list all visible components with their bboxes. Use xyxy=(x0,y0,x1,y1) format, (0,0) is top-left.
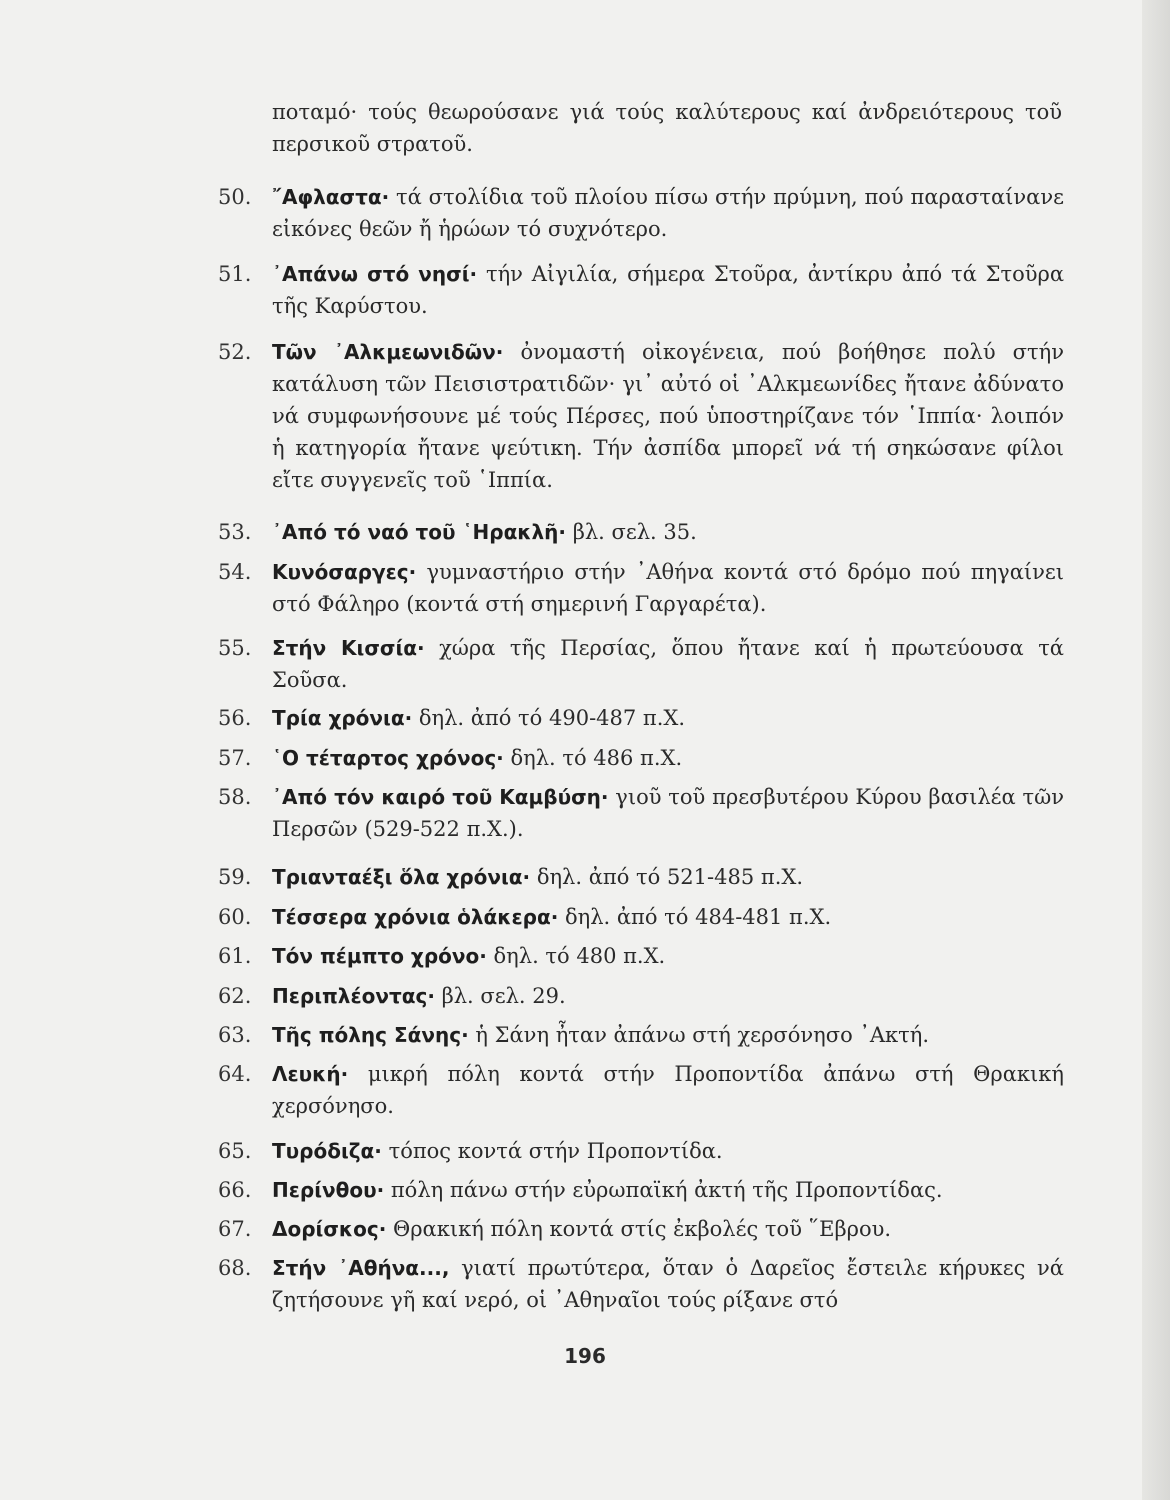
note-term: Περίνθου· xyxy=(272,1178,385,1202)
note-number: 54. xyxy=(218,560,252,584)
note-62 xyxy=(218,980,1064,1012)
page-number: 196 xyxy=(564,1344,606,1368)
note-term: Τυρόδιζα· xyxy=(272,1139,382,1163)
note-number: 66. xyxy=(218,1178,252,1202)
note-text: βλ. σελ. 35. xyxy=(572,520,697,544)
note-text: δηλ. τό 480 π.Χ. xyxy=(493,944,666,968)
note-text: δηλ. ἀπό τό 521-485 π.Χ. xyxy=(536,865,803,889)
note-number: 60. xyxy=(218,905,252,929)
note-number: 62. xyxy=(218,984,252,1008)
note-number: 55. xyxy=(218,636,252,660)
note-number: 68. xyxy=(218,1256,252,1280)
note-68 xyxy=(218,1252,1064,1316)
note-term: Τέσσερα χρόνια ὁλάκερα· xyxy=(272,905,559,929)
note-55 xyxy=(218,632,1064,696)
note-text: γιατί πρωτύτερα, ὅταν ὁ Δαρεῖος ἔστειλε κήρυκες νά ζητήσουνε γῆ καί νερό, οἱ ᾿Αθηναῖοι τούς ρίξανε στό xyxy=(272,1256,1064,1312)
note-text: τά στολίδια τοῦ πλοίου πίσω στήν πρύμνη, πού παρασταίνανε εἰκόνες θεῶν ἤ ἡρώων τό συχνότερο. xyxy=(272,185,1064,241)
note-number: 52. xyxy=(218,340,252,364)
note-term: Κυνόσαργες· xyxy=(272,560,417,584)
note-term: ῎Αφλαστα· xyxy=(272,185,390,209)
note-text: ἡ Σάνη ἦταν ἀπάνω στή χερσόνησο ᾿Ακτή. xyxy=(475,1023,930,1047)
note-65 xyxy=(218,1135,1064,1167)
note-term: Στήν ᾿Αθήνα..., xyxy=(272,1256,450,1280)
note-56 xyxy=(218,702,1064,734)
note-term: ῾Ο τέταρτος χρόνος· xyxy=(272,746,504,770)
note-54 xyxy=(218,556,1064,620)
note-term: Τριανταέξι ὅλα χρόνια· xyxy=(272,865,531,889)
note-number: 61. xyxy=(218,944,252,968)
note-term: Τόν πέμπτο χρόνο· xyxy=(272,944,487,968)
note-63 xyxy=(218,1019,1064,1051)
note-term: Περιπλέοντας· xyxy=(272,984,435,1008)
note-67 xyxy=(218,1213,1064,1245)
note-text: μικρή πόλη κοντά στήν Προποντίδα ἀπάνω στή Θρακική χερσόνησο. xyxy=(272,1062,1064,1118)
note-text: πόλη πάνω στήν εὐρωπαϊκή ἀκτή τῆς Προποντίδας. xyxy=(390,1178,943,1202)
note-59 xyxy=(218,861,1064,893)
note-text: δηλ. τό 486 π.Χ. xyxy=(510,746,683,770)
note-58 xyxy=(218,781,1064,845)
continuation-text: ποταμό· τούς θεωρούσανε γιά τούς καλύτερους καί ἀνδρειότερους τοῦ περσικοῦ στρατοῦ. xyxy=(272,100,1062,156)
note-term: Τῶν ᾿Αλκμεωνιδῶν· xyxy=(272,340,504,364)
note-number: 65. xyxy=(218,1139,252,1163)
note-number: 64. xyxy=(218,1062,252,1086)
note-number: 59. xyxy=(218,865,252,889)
note-text: δηλ. ἀπό τό 490-487 π.Χ. xyxy=(418,706,686,730)
note-number: 51. xyxy=(218,262,252,286)
note-text: χώρα τῆς Περσίας, ὅπου ἤτανε καί ἡ πρωτεύουσα τά Σοῦσα. xyxy=(272,636,1064,692)
note-term: ᾿Από τόν καιρό τοῦ Καμβύση· xyxy=(272,785,609,809)
note-term: Τῆς πόλης Σάνης· xyxy=(272,1023,469,1047)
note-number: 50. xyxy=(218,185,252,209)
note-51 xyxy=(218,258,1064,322)
note-term: Λευκή· xyxy=(272,1062,349,1086)
note-number: 67. xyxy=(218,1217,252,1241)
note-term: ᾿Απάνω στό νησί· xyxy=(272,262,478,286)
note-text: ὀνομαστή οἰκογένεια, πού βοήθησε πολύ στήν κατάλυση τῶν Πεισιστρατιδῶν· γι᾿ αὐτό οἱ ᾿Αλκμεωνίδες ἤτανε ἀδύνατο νά συμφωνήσουνε μέ τούς Πέρσες, πού ὑποστηρίζανε τόν ῾Ιππία· λοιπόν ἡ κατηγορία ἤτανε ψεύτικη. Τήν ἀσπίδα μπορεῖ νά τή σηκώσανε φίλοι εἴτε συγγενεῖς τοῦ ῾Ιππία. xyxy=(272,340,1064,492)
note-term: ᾿Από τό ναό τοῦ ῾Ηρακλῆ· xyxy=(272,520,567,544)
note-number: 57. xyxy=(218,746,252,770)
note-number: 56. xyxy=(218,706,252,730)
note-term: Δορίσκος· xyxy=(272,1217,387,1241)
note-term: Τρία χρόνια· xyxy=(272,706,413,730)
note-text: γιοῦ τοῦ πρεσβυτέρου Κύρου βασιλέα τῶν Περσῶν (529-522 π.Χ.). xyxy=(272,785,1064,841)
note-text: βλ. σελ. 29. xyxy=(441,984,566,1008)
note-50 xyxy=(218,181,1064,245)
note-60 xyxy=(218,901,1064,933)
note-57 xyxy=(218,742,1064,774)
note-number: 63. xyxy=(218,1023,252,1047)
note-text: γυμναστήριο στήν ᾿Αθήνα κοντά στό δρόμο πού πηγαίνει στό Φάληρο (κοντά στή σημερινή Γαργαρέτα). xyxy=(272,560,1064,616)
note-term: Στήν Κισσία· xyxy=(272,636,425,660)
note-52 xyxy=(218,336,1064,496)
note-text: τόπος κοντά στήν Προποντίδα. xyxy=(388,1139,723,1163)
note-text: δηλ. ἀπό τό 484-481 π.Χ. xyxy=(564,905,832,929)
note-61 xyxy=(218,940,1064,972)
note-number: 58. xyxy=(218,785,252,809)
note-text: Θρακική πόλη κοντά στίς ἐκβολές τοῦ ῞Εβρου. xyxy=(393,1217,892,1241)
note-64 xyxy=(218,1058,1064,1122)
note-number: 53. xyxy=(218,520,252,544)
note-66 xyxy=(218,1174,1064,1206)
note-text: τήν Αἰγιλία, σήμερα Στοῦρα, ἀντίκρυ ἀπό τά Στοῦρα τῆς Καρύστου. xyxy=(272,262,1065,318)
note-53 xyxy=(218,516,1064,548)
